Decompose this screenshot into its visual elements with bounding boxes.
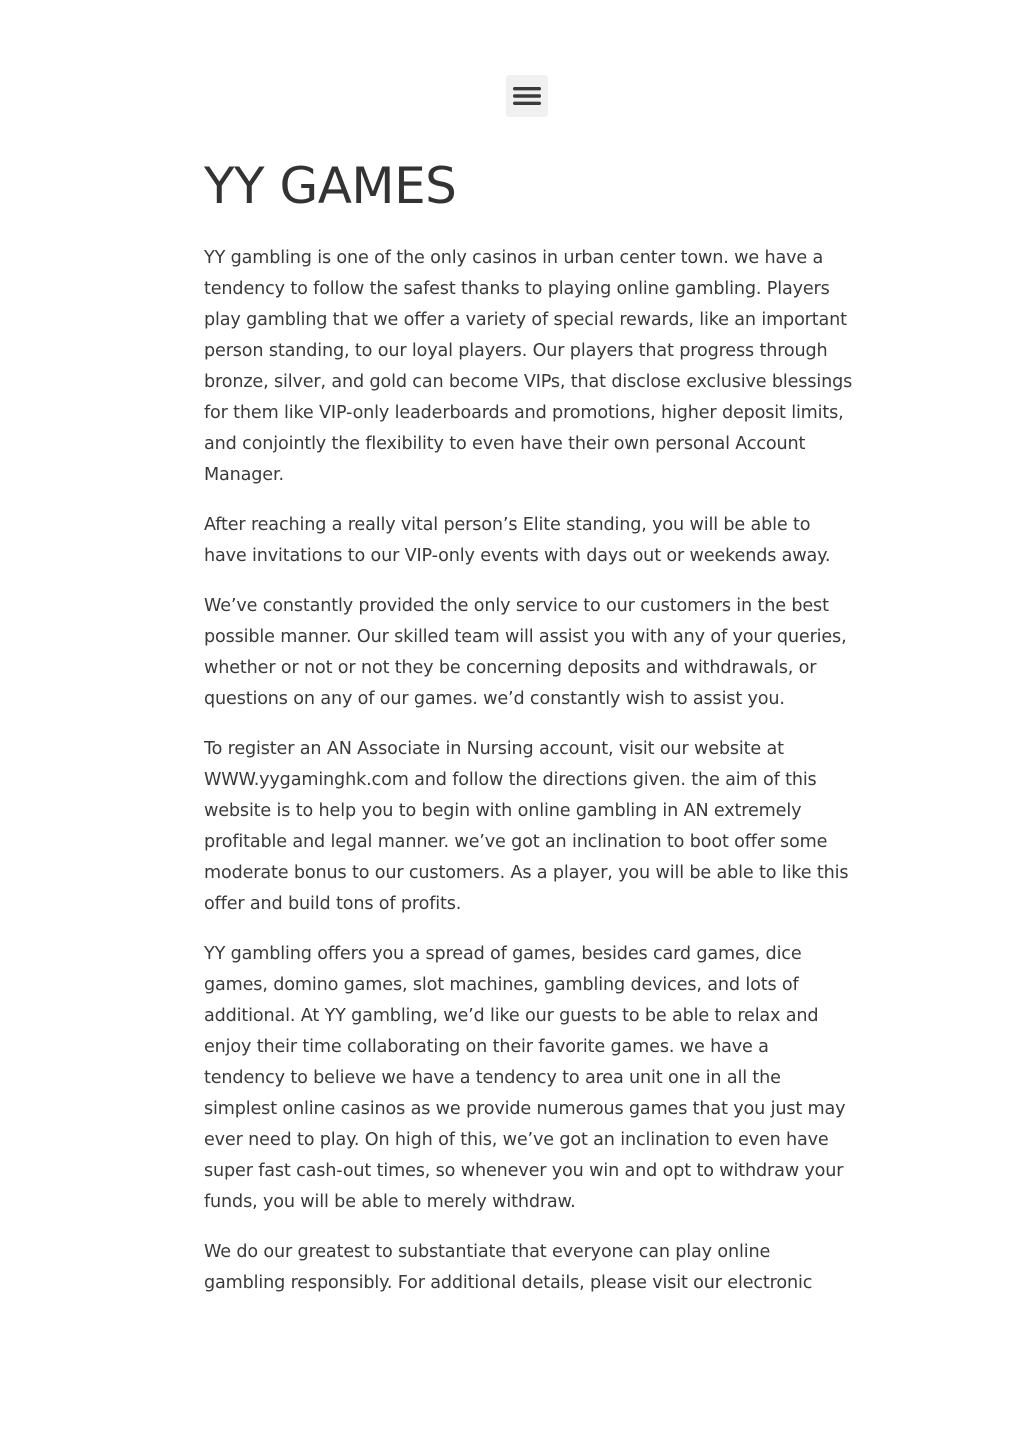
article-paragraph: We’ve constantly provided the only service to our customers in the best possible manner. Our skilled team will assist you with any of your queries, whether or not or not they be concerning deposits and withdrawals, or questions on any of our games. we’d constantly wish to assist you. xyxy=(204,596,847,709)
menu-toggle-button[interactable] xyxy=(506,75,548,117)
article-paragraph: YY gambling is one of the only casinos in urban center town. we have a tendency to follow the safest thanks to playing online gambling. Players play gambling that we offer a variety of special rewards, like an important person standing, to our loyal players. Our players that progress through bronze, silver, and gold can become VIPs, that disclose exclusive blessings for them like VIP-only leaderboards and promotions, higher deposit limits, and conjointly the flexibility to even have their own personal Account Manager. xyxy=(204,248,853,485)
hamburger-menu-icon xyxy=(513,85,541,107)
article-paragraph: To register an AN Associate in Nursing account, visit our website at WWW.yygaminghk.com and follow the directions given. the aim of this website is to help you to begin with online gambling in AN extremely profitable and legal manner. we’ve got an inclination to boot offer some moderate bonus to our customers. As a player, you will be able to like this offer and build tons of profits. xyxy=(204,739,849,914)
article-content xyxy=(204,155,854,1318)
page-title: YY GAMES xyxy=(204,157,457,215)
article-paragraph: We do our greatest to substantiate that everyone can play online gambling responsibly. For additional details, please visit our electronic xyxy=(204,1242,813,1293)
article-paragraph: YY gambling offers you a spread of games, besides card games, dice games, domino games, slot machines, gambling devices, and lots of additional. At YY gambling, we’d like our guests to be able to relax and enjoy their time collaborating on their favorite games. we have a tendency to believe we have a tendency to area unit one in all the simplest online casinos as we provide numerous games that you just may ever need to play. On high of this, we’ve got an inclination to even have super fast cash-out times, so whenever you win and opt to withdraw your funds, you will be able to merely withdraw. xyxy=(204,944,846,1212)
article-paragraph: After reaching a really vital person’s Elite standing, you will be able to have invitations to our VIP-only events with days out or weekends away. xyxy=(204,515,831,566)
